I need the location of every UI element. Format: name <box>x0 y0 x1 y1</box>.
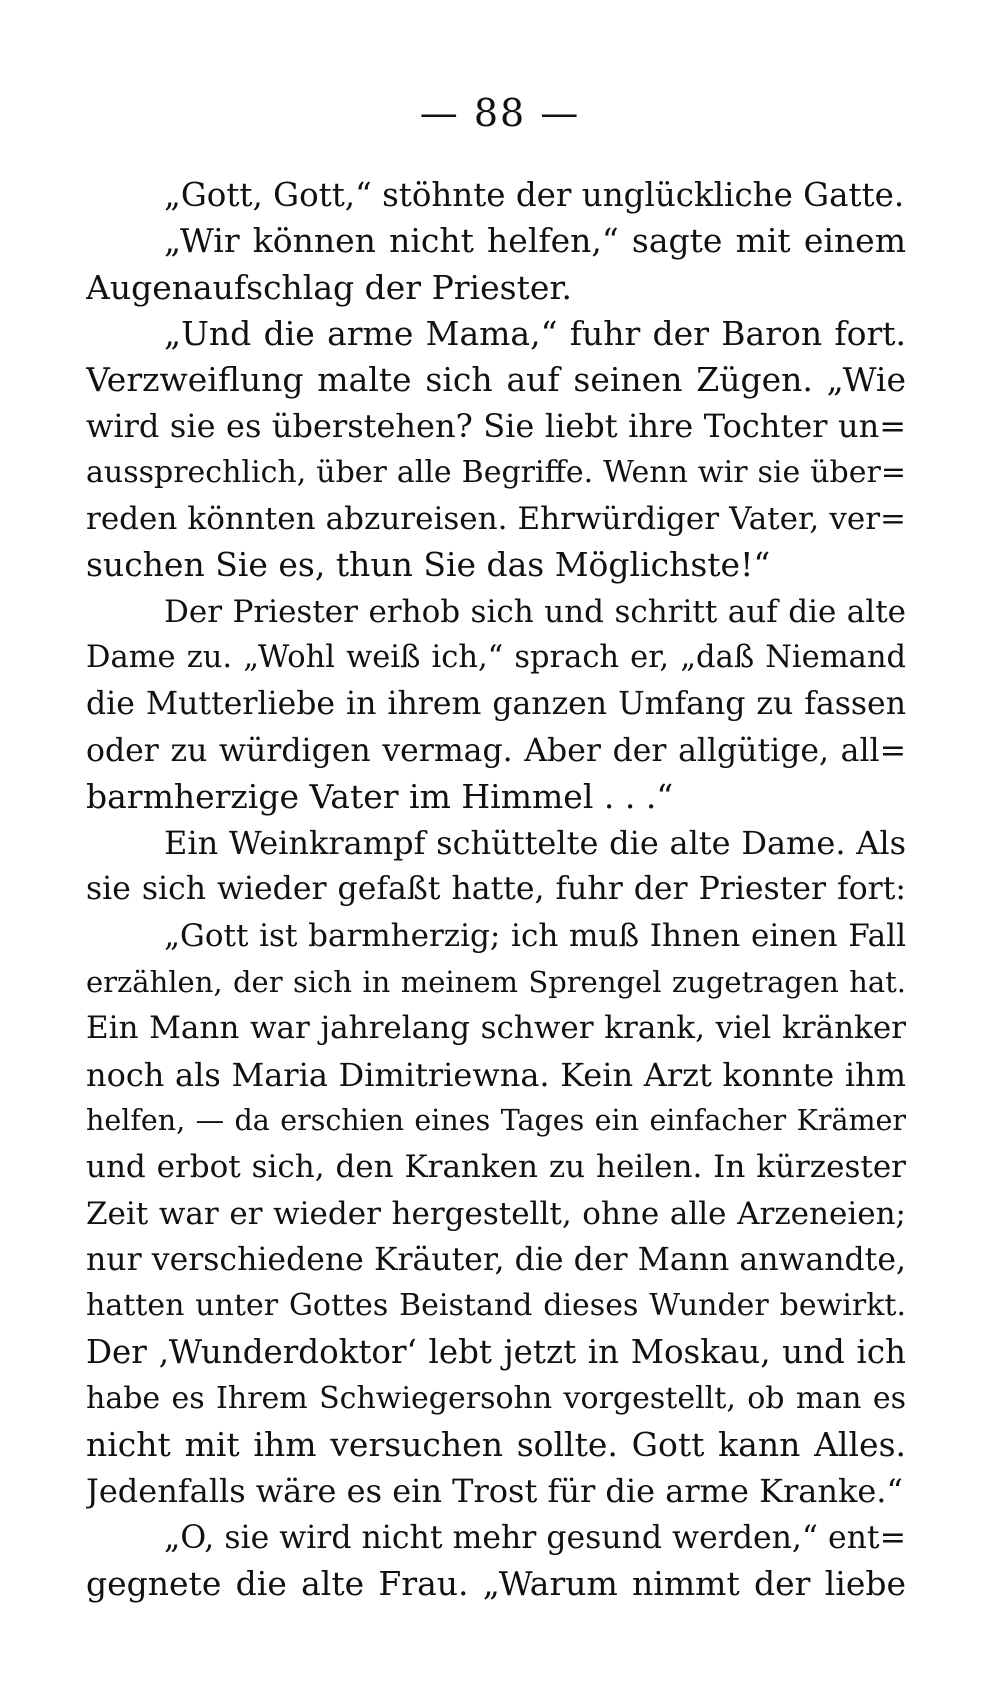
text-line: oder zu würdigen vermag. Aber der allgütige, all= <box>86 732 906 769</box>
text-line: nicht mit ihm versuchen sollte. Gott kann Alles. <box>86 1425 906 1465</box>
text-line: suchen Sie es, thun Sie das Möglichste!“ <box>86 545 771 585</box>
text-line: erzählen, der sich in meinem Sprengel zugetragen hat. <box>86 965 906 1000</box>
text-line: „O, sie wird nicht mehr gesund werden,“ ent= <box>164 1519 906 1556</box>
text-line: gegnete die alte Frau. „Warum nimmt der liebe <box>86 1563 906 1603</box>
text-line: die Mutterliebe in ihrem ganzen Umfang zu fassen <box>86 686 906 723</box>
text-line: Ein Mann war jahrelang schwer krank, viel kränker <box>86 1010 906 1047</box>
text-line: Augenaufschlag der Priester. <box>86 267 572 307</box>
text-line: Jedenfalls wäre es ein Trost für die arme Kranke.“ <box>86 1472 903 1511</box>
text-line: hatten unter Gottes Beistand dieses Wunder bewirkt. <box>86 1288 906 1324</box>
text-line: Dame zu. „Wohl weiß ich,“ sprach er, „daß Niemand <box>86 639 906 675</box>
text-line: „Und die arme Mama,“ fuhr der Baron fort. <box>164 313 906 353</box>
text-line: aussprechlich, über alle Begriffe. Wenn wir sie über= <box>86 454 906 490</box>
page-number: — 88 — <box>419 91 581 135</box>
text-line: Der ‚Wunderdoktor‘ lebt jetzt in Moskau, und ich <box>86 1333 906 1372</box>
text-line: „Wir können nicht helfen,“ sagte mit einem <box>164 221 906 261</box>
text-line: „Gott, Gott,“ stöhnte der unglückliche Gatte. <box>164 176 905 214</box>
text-line: helfen, — da erschien eines Tages ein einfacher Krämer <box>86 1103 906 1137</box>
text-line: nur verschiedene Kräuter, die der Mann anwandte, <box>86 1241 906 1278</box>
text-line: sie sich wieder gefaßt hatte, fuhr der Priester fort: <box>86 871 906 908</box>
text-line: Zeit war er wieder hergestellt, ohne alle Arzeneien; <box>86 1195 906 1232</box>
text-line: reden könnten abzureisen. Ehrwürdiger Vater, ver= <box>86 501 906 538</box>
text-line: Ein Weinkrampf schüttelte die alte Dame. Als <box>164 824 906 863</box>
text-line: wird sie es überstehen? Sie liebt ihre Tochter un= <box>86 407 906 446</box>
body-text <box>86 172 906 1607</box>
text-line: Der Priester erhob sich und schritt auf die alte <box>164 593 906 630</box>
text-line: noch als Maria Dimitriewna. Kein Arzt konnte ihm <box>86 1055 906 1094</box>
text-line: Verzweiflung malte sich auf seinen Zügen. „Wie <box>86 360 906 400</box>
text-line: „Gott ist barmherzig; ich muß Ihnen einen Fall <box>164 917 906 954</box>
text-line: habe es Ihrem Schwiegersohn vorgestellt, ob man es <box>86 1380 906 1416</box>
text-line: barmherzige Vater im Himmel . . .“ <box>86 776 674 816</box>
text-line: und erbot sich, den Kranken zu heilen. In kürzester <box>86 1149 906 1186</box>
